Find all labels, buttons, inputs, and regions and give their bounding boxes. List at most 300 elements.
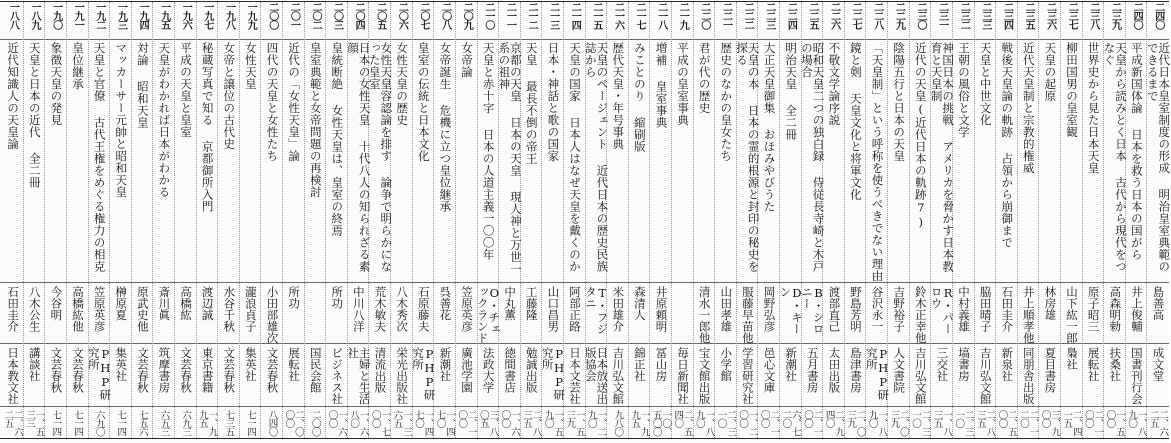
book-title: 対論 昭和天皇 xyxy=(135,42,150,129)
entry-number: 二三八 xyxy=(1087,2,1099,29)
book-title: 不敬文学論序説 xyxy=(827,42,842,126)
book-title: 昭和天皇二つの独白録 侍従長寺崎と木戸の場合 xyxy=(799,42,826,273)
book-author: 井上俊輔 xyxy=(1129,286,1144,332)
list-item xyxy=(822,2,844,438)
book-author: 呉善花 xyxy=(438,286,453,321)
book-title: 柳田国男の皇室観 xyxy=(1065,42,1080,138)
book-title: 近代の「女性天皇」論 xyxy=(287,42,302,162)
book-publisher: 展転社 xyxy=(287,347,302,382)
book-author: 阿部正路 xyxy=(568,286,582,332)
list-item xyxy=(952,2,974,438)
book-author: 斎川眞 xyxy=(157,286,172,321)
entry-number: 一八八 xyxy=(7,2,19,29)
book-publisher: PHP研究所 xyxy=(540,347,567,401)
book-publisher: 成文堂 xyxy=(1151,347,1166,382)
book-price: 六五三 xyxy=(158,410,170,436)
book-publisher: 文芸春秋 xyxy=(222,347,237,393)
book-price: 二、六二五 xyxy=(2,410,23,436)
entry-number: 二〇一 xyxy=(288,2,300,29)
list-item xyxy=(1145,2,1171,438)
book-author: 山下紘一郎 xyxy=(1065,286,1080,344)
book-author: 中村義雄 xyxy=(956,286,971,332)
list-item xyxy=(583,2,610,438)
book-publisher: 小学館 xyxy=(719,347,734,382)
book-publisher: 新潮社 xyxy=(438,347,453,382)
entry-number: 二一〇 xyxy=(482,2,494,29)
list-item xyxy=(1102,2,1128,438)
book-author: 工藤隆 xyxy=(524,286,539,321)
book-title: 平成の天皇と皇室 xyxy=(179,42,194,138)
book-title: 天皇と官僚 古代王権をめぐる権力の相克 xyxy=(92,42,107,273)
book-publisher: 集英社 xyxy=(243,347,258,382)
list-item xyxy=(628,2,650,438)
book-author: 所功 xyxy=(287,286,302,309)
entry-number: 二三七 xyxy=(1066,2,1078,29)
book-title: 天皇の国家 日本人はなぜ天皇を戴くのか xyxy=(568,42,582,273)
book-title: 平成の皇室事典 xyxy=(676,42,691,126)
book-publisher: 宝文館出版 xyxy=(697,347,712,405)
book-title: 天皇と中世文化 xyxy=(978,42,993,126)
entry-number: 二二八 xyxy=(871,2,883,29)
entry-number: 二一七 xyxy=(634,2,646,29)
book-author: T・フジタニ xyxy=(583,286,610,335)
entry-number: 一九三 xyxy=(115,2,127,29)
entry-number: 二〇四 xyxy=(353,2,365,29)
entry-number: 二二〇 xyxy=(698,2,710,29)
book-author: 脇田晴子 xyxy=(978,286,993,332)
book-publisher: 錦正社 xyxy=(632,347,647,382)
book-author: 原子昭三 xyxy=(1086,286,1101,332)
book-author: 石原藤夫 xyxy=(416,286,431,332)
book-price: 一、八三五 xyxy=(931,410,953,436)
list-item xyxy=(606,2,628,438)
book-publisher: PHP研究所 xyxy=(86,347,113,401)
list-item xyxy=(929,2,956,438)
book-publisher: 清流出版 xyxy=(373,347,388,393)
book-publisher: 扶桑社 xyxy=(1108,347,1123,382)
book-publisher: 毎日新聞社 xyxy=(676,347,691,405)
book-author xyxy=(672,286,693,344)
entry-number: 二一二 xyxy=(526,2,538,29)
book-author: D・キーン xyxy=(778,286,804,335)
entry-number: 一九一 xyxy=(72,2,84,29)
book-price: 二、四一五 xyxy=(1061,410,1082,436)
entry-number: 二二五 xyxy=(806,2,818,29)
book-publisher: 文芸春秋 xyxy=(265,347,280,393)
book-price: 二、九四〇 xyxy=(823,410,845,436)
book-publisher: 文芸春秋 xyxy=(70,347,85,393)
book-title: 天皇の本 日本の霊的根源と封印の秘史を探る xyxy=(735,42,761,273)
book-author: B・シロニー xyxy=(799,286,826,335)
book-author: 渡部直己 xyxy=(827,286,842,332)
list-item xyxy=(346,2,372,438)
book-author: 中川八洋 xyxy=(351,286,366,332)
book-title: 増補 皇室事典 xyxy=(654,42,669,129)
list-item xyxy=(152,2,174,438)
entry-number: 一九〇 xyxy=(50,2,62,29)
list-item xyxy=(995,2,1017,438)
book-price: 一、九九五 xyxy=(196,410,218,436)
book-title: 皇室の伝統と日本文化 xyxy=(416,42,431,162)
book-publisher: 冨山房 xyxy=(654,347,669,382)
book-publisher: 東京書籍 xyxy=(200,347,215,393)
list-item xyxy=(196,2,218,438)
list-item xyxy=(367,2,394,438)
book-price: 一、四七〇 xyxy=(412,410,434,436)
book-price: 二、五〇〇 xyxy=(996,410,1017,436)
book-publisher: 日本放送出版協会 xyxy=(583,347,610,405)
book-price: 七一四 xyxy=(71,410,83,436)
book-author: 石田圭介 xyxy=(1000,286,1015,332)
book-publisher: 島津書房 xyxy=(848,347,863,393)
book-publisher: 梟社 xyxy=(1065,347,1080,370)
book-title: 皇統断絶 女性天皇は、皇室の終焉 xyxy=(330,42,345,237)
book-author: 岡野弘彦 xyxy=(762,286,777,332)
book-publisher: 吉川弘文館 xyxy=(913,347,928,405)
book-price: 一、五三九 xyxy=(564,410,585,436)
book-publisher: 夏目書房 xyxy=(1043,347,1058,393)
list-item xyxy=(304,2,326,438)
book-title: 京都の天皇 日本の天皇 現人神と万世一系の祖神 xyxy=(497,42,523,275)
book-title: 天皇から読みとく日本 古代から現代をつなぐ xyxy=(1102,42,1128,273)
book-publisher: 展転社 xyxy=(1086,347,1101,382)
book-author: R・パーロウ xyxy=(929,286,956,335)
entry-number: 二一八 xyxy=(655,2,667,29)
book-title: 戦後天皇論の軌跡 占領から崩御まで xyxy=(1000,42,1015,249)
book-title: 近代日本皇室制度の形成 明治皇室典範のできるまで xyxy=(1145,42,1171,273)
book-title: 皇位継承 xyxy=(70,42,85,90)
entry-number: 一九八 xyxy=(223,2,235,29)
book-title: 四代の天皇と女性たち xyxy=(265,42,280,162)
book-price: 八四〇 xyxy=(266,410,278,436)
book-publisher: 文芸春秋 xyxy=(49,347,64,393)
entry-number: 二三四 xyxy=(1001,2,1013,29)
entry-number: 二〇九 xyxy=(461,2,473,29)
list-item xyxy=(455,2,477,438)
book-title: 秘蔵写真で知る 京都御所入門 xyxy=(200,42,215,213)
book-author: 笠原英彦 xyxy=(459,286,474,332)
book-author: 山田孝雄 xyxy=(719,286,734,332)
book-author: 吉野裕子 xyxy=(892,286,907,332)
list-item xyxy=(1038,2,1060,438)
list-item xyxy=(1060,2,1082,438)
book-title: 鏡と剣 天皇文化と将軍文化 xyxy=(848,42,863,201)
list-item xyxy=(693,2,715,438)
list-item xyxy=(778,2,804,438)
book-price: 二、一二〇 xyxy=(1018,410,1039,436)
entry-number: 二〇五 xyxy=(374,2,386,29)
list-item xyxy=(757,2,779,438)
book-title: 女帝誕生 危機に立つ皇位継承 xyxy=(438,42,453,213)
list-item xyxy=(540,2,567,438)
book-title: 歴代天皇・年号事典 xyxy=(611,42,626,150)
list-item xyxy=(864,2,891,438)
book-author: 小田部雄次 xyxy=(265,286,280,344)
entry-number: 一九六 xyxy=(180,2,192,29)
entry-number: 二三九 xyxy=(1109,2,1121,29)
book-title: 天皇がわかれば日本がわかる xyxy=(157,42,172,198)
book-price: 二、八三五 xyxy=(974,410,996,436)
book-publisher: 同朋舎出版 xyxy=(1021,347,1036,405)
list-item xyxy=(714,2,736,438)
list-item xyxy=(974,2,996,438)
book-author: 榊原夏 xyxy=(114,286,129,321)
book-author: 米田雄介 xyxy=(611,286,626,332)
entry-number: 二一三 xyxy=(547,2,559,29)
book-publisher: 吉川弘文館 xyxy=(611,347,626,405)
book-author: 原武史他 xyxy=(135,286,150,332)
book-price: 三、九〇〇 xyxy=(1039,410,1061,436)
list-item xyxy=(239,2,261,438)
book-title: 天皇 最長不倒の帝王 xyxy=(524,42,539,165)
book-price: 一、九九五 xyxy=(629,410,650,436)
list-item xyxy=(799,2,826,438)
book-price: 二、〇三九 xyxy=(845,410,866,436)
book-author: 高森明勅 xyxy=(1108,286,1123,332)
book-author xyxy=(305,286,326,344)
book-author: 高橋紘他 xyxy=(70,286,85,332)
list-item xyxy=(671,2,693,438)
book-title: 平成新国体論 日本を救う日本の国がら xyxy=(1129,42,1144,261)
book-price: 七一四 xyxy=(244,410,256,436)
book-author: 鈴木正幸他 xyxy=(913,286,928,344)
book-price: 七三五 xyxy=(223,410,235,436)
book-publisher: 日本文芸社 xyxy=(568,347,582,405)
list-item xyxy=(44,2,66,438)
list-item xyxy=(909,2,931,438)
entry-number: 二三五 xyxy=(1023,2,1035,29)
list-item xyxy=(325,2,347,438)
list-item xyxy=(217,2,239,438)
book-price: 三、八〇五 xyxy=(477,410,499,436)
book-publisher: 講談社 xyxy=(27,347,42,382)
book-title: 象徴天皇の発見 xyxy=(49,42,64,126)
book-title: 明治天皇 全二冊 xyxy=(784,42,799,141)
entry-number: 二二四 xyxy=(785,2,797,29)
book-author: 井原頼明 xyxy=(654,286,669,332)
list-item xyxy=(410,2,437,438)
book-publisher: 徳間書店 xyxy=(503,347,518,393)
book-title: 女帝と譲位の古代史 xyxy=(222,42,237,150)
book-price: 一、二〇〇 xyxy=(737,410,758,436)
book-publisher: 文芸春秋 xyxy=(135,347,150,393)
book-publisher: 新泉社 xyxy=(1000,347,1015,382)
list-item xyxy=(844,2,866,438)
book-publisher: 国書刊行会 xyxy=(1129,347,1144,405)
book-author: 八木公生 xyxy=(27,286,42,332)
entry-number: 一九二 xyxy=(93,2,105,29)
book-price: 一〇、五〇〇 xyxy=(650,410,672,436)
list-item xyxy=(109,2,131,438)
entry-number: 二三三 xyxy=(979,2,991,29)
entry-number: 二四〇 xyxy=(1131,2,1143,29)
book-author: 石田圭介 xyxy=(6,286,21,332)
book-publisher: 五月書房 xyxy=(805,347,820,393)
list-item xyxy=(131,2,153,438)
entry-number: 一九七 xyxy=(201,2,213,29)
list-item xyxy=(1125,2,1147,438)
book-publisher: 文芸春秋 xyxy=(179,347,194,393)
book-title: 近代天皇制と宗教的権威 xyxy=(1021,42,1036,174)
entry-number: 二〇七 xyxy=(417,2,429,29)
book-publisher: 太田出版 xyxy=(827,347,842,393)
book-title: 日本の女性天皇 十代八人の知られざる素顔 xyxy=(346,42,372,273)
entry-number: 二二六 xyxy=(828,2,840,29)
book-price: 二〇〇 xyxy=(309,410,321,436)
book-author: 野島芳明 xyxy=(848,286,863,332)
book-price: 一、六八〇 xyxy=(348,410,369,436)
book-price: 七五六 xyxy=(136,410,148,436)
list-item xyxy=(174,2,196,438)
book-title: 君が代の歴史 xyxy=(697,42,712,114)
book-title: 天皇と赤十字 日本の人道主義一〇〇年 xyxy=(481,42,496,261)
book-author: 井上順孝他 xyxy=(1021,286,1036,344)
entry-number: 二四〇 xyxy=(1152,2,1164,29)
entry-number: 二一四 xyxy=(569,2,581,29)
book-publisher: 法政大学 xyxy=(481,347,496,393)
list-item xyxy=(1082,2,1104,438)
entry-number: 一九九 xyxy=(245,2,257,29)
book-title: 大正天皇御集 おほみやびうた xyxy=(762,42,777,213)
book-price: 二、六二五 xyxy=(1147,410,1169,436)
book-title: 天皇の起原 xyxy=(1043,42,1058,102)
book-author: 清水一郎他 xyxy=(697,286,712,344)
entry-number: 二一一 xyxy=(504,2,516,29)
book-price: 一、七〇〇 xyxy=(369,410,391,436)
list-item xyxy=(520,2,542,438)
book-title: 「天皇制」という呼称を使うべきでない理由 xyxy=(870,42,885,282)
list-item xyxy=(1017,2,1039,438)
book-title: 天皇のページェント 近代日本の歴史民族誌から xyxy=(583,42,610,273)
book-list xyxy=(2,2,1171,438)
book-author: 水谷千秋 xyxy=(222,286,237,332)
entry-number: 二一五 xyxy=(590,2,602,29)
book-author: 谷沢永一 xyxy=(870,286,885,332)
bottom-rule xyxy=(0,438,1169,439)
entry-number: 二三一 xyxy=(936,2,948,29)
book-author: 林房雄 xyxy=(1043,286,1058,321)
book-title: 神国日本の挑戦 アメリカを脅かす日本教育と天皇制 xyxy=(929,42,956,273)
entry-number: 二三〇 xyxy=(915,2,926,29)
book-author: O・チェックランド xyxy=(475,286,502,344)
list-item xyxy=(23,2,45,438)
book-title: 王朝の風俗と文学 xyxy=(956,42,971,138)
book-publisher: 人文書院 xyxy=(892,347,907,393)
entry-number: 二二七 xyxy=(850,2,862,29)
book-author: 今谷明 xyxy=(49,286,64,321)
book-price: 九八〇 xyxy=(612,410,624,436)
book-price: 一、八九〇 xyxy=(866,410,888,436)
list-item xyxy=(86,2,113,438)
book-author: 服藤早苗他 xyxy=(740,286,755,344)
book-price: 二、三一〇 xyxy=(715,410,737,436)
book-author: 森清人 xyxy=(632,286,647,321)
list-item xyxy=(735,2,761,438)
list-item xyxy=(497,2,523,438)
entry-number: 二三二 xyxy=(958,2,970,29)
book-price: 一、六〇〇 xyxy=(326,410,348,436)
book-title: 陰陽五行と日本の天皇 xyxy=(892,42,907,162)
book-price: 一、八九〇 xyxy=(693,410,715,436)
book-price: 二、〇三九 xyxy=(888,410,909,436)
entry-number: 二二三 xyxy=(763,2,775,29)
book-author: 荒木敏夫 xyxy=(373,286,388,332)
book-author: 高橋紘 xyxy=(179,286,194,321)
entry-number: 二〇二 xyxy=(309,2,321,29)
book-price: 六九三 xyxy=(180,410,192,436)
book-title: 皇室典範と女帝問題の再検討 xyxy=(308,42,323,198)
entry-number: 二二九 xyxy=(893,2,905,29)
entry-number: 一九四 xyxy=(137,2,149,29)
book-price: 七一四 xyxy=(50,410,62,436)
book-publisher: 日本教文社 xyxy=(6,347,21,405)
book-publisher: 主婦と生活社 xyxy=(346,347,372,405)
book-price: 二、一〇〇 xyxy=(758,410,780,436)
book-price: 二、五四〇 xyxy=(672,410,693,436)
book-price: 二、八三五 xyxy=(521,410,542,436)
entry-number: 二〇八 xyxy=(439,2,451,29)
book-publisher: ビジネス社 xyxy=(330,347,345,405)
book-price: 二、〇〇〇 xyxy=(283,410,304,436)
book-author: 瀧浪貞子 xyxy=(243,286,258,332)
book-title: 近代知識人の天皇論 xyxy=(6,42,21,150)
book-price: 一、五〇〇 xyxy=(1104,410,1125,436)
list-item xyxy=(2,2,23,438)
book-author: 八木秀次 xyxy=(395,286,410,332)
book-price: 一、八九〇 xyxy=(1126,410,1147,436)
book-title: 女性天皇 xyxy=(243,42,258,90)
entry-number: 二一九 xyxy=(677,2,689,29)
book-title: 近代の天皇(近代日本の軌跡7) xyxy=(913,42,928,230)
book-price: 二、一〇〇 xyxy=(456,410,477,436)
book-price: 一、三六五 xyxy=(391,410,412,436)
book-price: 六、七二〇 xyxy=(780,410,801,436)
list-item xyxy=(282,2,304,438)
book-publisher: 新潮社 xyxy=(784,347,799,382)
book-author: 渡辺誠 xyxy=(200,286,215,321)
entry-number: 二二一 xyxy=(720,2,732,29)
book-author: 笠原英彦 xyxy=(92,286,107,332)
book-title: 女性天皇容認論を排す 論争で明らかになった皇室 xyxy=(367,42,394,273)
book-title: 女性天皇の歴史 xyxy=(395,42,410,126)
book-price: 七一四 xyxy=(115,410,127,436)
list-item xyxy=(563,2,585,438)
book-publisher: 国民会館 xyxy=(308,347,323,393)
list-item xyxy=(390,2,412,438)
book-publisher: 栄光出版社 xyxy=(395,347,410,405)
book-price: 一、五九〇 xyxy=(542,410,564,436)
book-title: みことのり 縮刷版 xyxy=(632,42,647,153)
book-publisher: 邑心文庫 xyxy=(762,347,777,393)
list-item xyxy=(433,2,455,438)
book-price: 二、一〇〇 xyxy=(801,410,823,436)
book-price: 一、五三三 xyxy=(24,410,45,436)
entry-number: 一八九 xyxy=(29,2,41,29)
entry-number: 二〇三 xyxy=(331,2,343,29)
book-publisher: 集英社 xyxy=(114,347,129,382)
book-price: 六九〇 xyxy=(93,410,105,436)
book-title: 世界史から見た日本天皇 xyxy=(1086,42,1101,174)
book-publisher: PHP研究所 xyxy=(410,347,437,401)
book-publisher: 廣池学園 xyxy=(459,347,474,393)
book-price: 一、四七〇 xyxy=(434,410,456,436)
book-publisher: 勉誠出版 xyxy=(524,347,539,393)
book-publisher: 筑摩書房 xyxy=(157,347,172,393)
book-title: マッカーサー元帥と昭和天皇 xyxy=(114,42,129,198)
book-title: 日本・神話と歌の国家 xyxy=(546,42,561,162)
book-title: 天皇と日本の近代 全二冊 xyxy=(27,42,42,189)
book-author: 中丸薫 xyxy=(503,286,518,321)
